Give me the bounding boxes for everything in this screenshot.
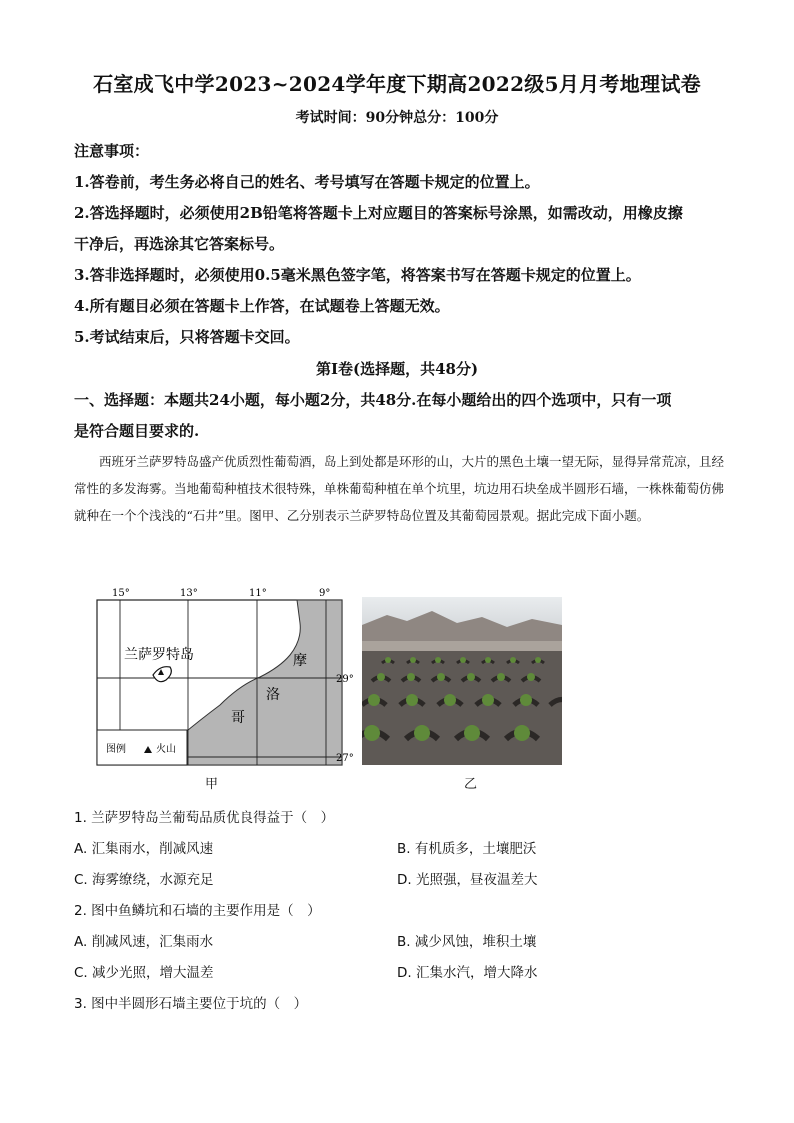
question-2-option-a[interactable]: A. 削减风速，汇集雨水 [74,934,214,950]
question-2-stem: 2. 图中鱼鳞坑和石墙的主要作用是（ ） [74,903,321,919]
notice-item: 2.答选择题时，必须使用2B铅笔将答题卡上对应题目的答案标号涂黑，如需改动，用橡皮擦 [74,204,683,222]
question-2-option-b[interactable]: B. 减少风蚀，堆积土壤 [397,934,537,950]
photo-caption: 乙 [464,777,478,792]
lon-label: 9° [319,588,331,599]
question-1-option-b[interactable]: B. 有机质多，土壤肥沃 [397,841,537,857]
country-label: 摩 [293,653,307,669]
lat-label: 29° [336,674,354,685]
question-1-option-a[interactable]: A. 汇集雨水，削减风速 [74,841,214,857]
lon-label: 13° [180,588,198,599]
notice-item: 3.答非选择题时，必须使用0.5毫米黑色签字笔，将答案书写在答题卡规定的位置上。 [74,266,641,284]
question-2-option-c[interactable]: C. 减少光照，增大温差 [74,965,214,981]
section-title: 第I卷(选择题，共48分) [315,360,479,378]
lon-label: 15° [112,588,130,599]
map-caption: 甲 [205,777,219,792]
legend-item: 火山 [156,744,176,755]
notice-item: 干净后，再选涂其它答案标号。 [74,235,285,253]
island-label: 兰萨罗特岛 [124,647,194,663]
question-1-option-c[interactable]: C. 海雾缭绕，水源充足 [74,872,214,888]
notice-item: 1.答卷前，考生务必将自己的姓名、考号填写在答题卡规定的位置上。 [74,173,540,191]
notice-item: 5.考试结束后，只将答题卡交回。 [74,328,300,346]
exam-subtitle: 考试时间：90分钟总分：100分 [295,110,499,126]
notice-heading: 注意事项： [74,142,150,160]
lat-label: 27° [336,753,354,764]
question-3-stem: 3. 图中半圆形石墙主要位于坑的（ ） [74,996,308,1012]
notice-item: 4.所有题目必须在答题卡上作答，在试题卷上答题无效。 [74,297,450,315]
section-instruction: 是符合题目要求的. [74,422,200,440]
question-1-stem: 1. 兰萨罗特岛兰葡萄品质优良得益于（ ） [74,810,335,826]
location-map [90,585,355,775]
question-2-option-d[interactable]: D. 汇集水汽，增大降水 [397,965,538,981]
exam-title: 石室成飞中学2023~2024学年度下期高2022级5月月考地理试卷 [93,72,701,96]
lon-label: 11° [249,588,267,599]
country-label: 哥 [231,710,245,726]
question-1-option-d[interactable]: D. 光照强，昼夜温差大 [397,872,538,888]
section-instruction: 一、选择题：本题共24小题，每小题2分，共48分.在每小题给出的四个选项中，只有一项 [74,391,672,409]
country-label: 洛 [266,687,280,703]
passage-text: 西班牙兰萨罗特岛盛产优质烈性葡萄酒，岛上到处都是环形的山，大片的黑色土壤一望无际，显得异常荒凉，且经常性的多发海雾。当地葡萄种植技术很特殊，单株葡萄种植在单个坑里，坑边用石块垒成半圆形石墙，一株株葡萄仿佛就种在一个个浅浅的“石井”里。图甲、乙分别表示兰萨罗特岛位置及其葡萄园景观。据此完成下面小题。 [74,454,725,523]
vineyard-photo [362,597,562,765]
legend-title: 图例 [106,744,126,755]
